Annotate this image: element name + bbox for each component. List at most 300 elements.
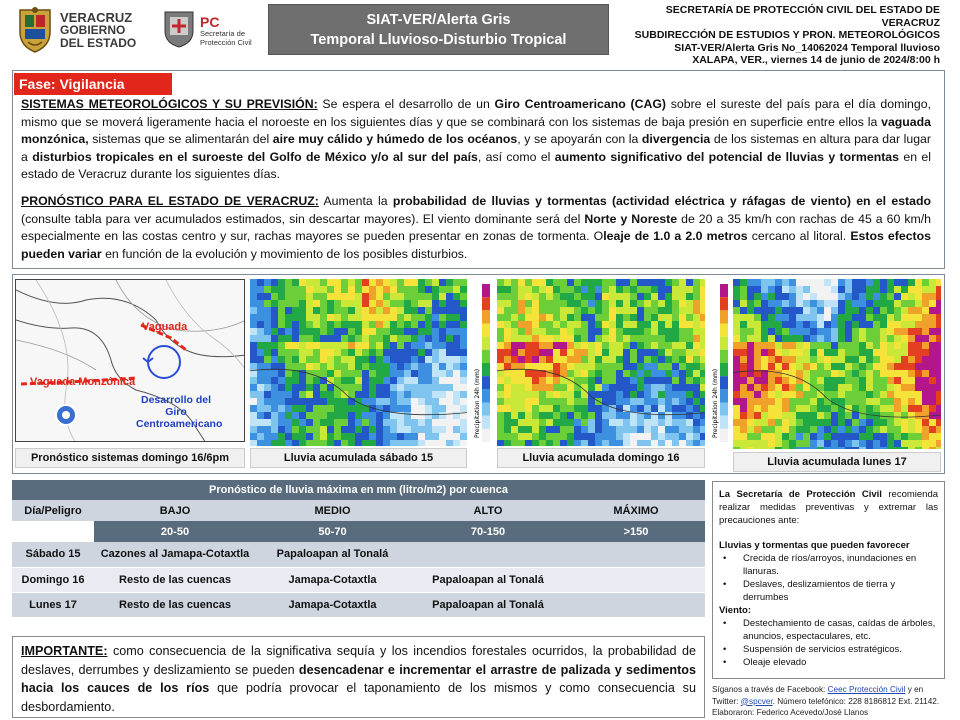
list-item: • Destechamiento de casas, caídas de árboles, anuncios, espectaculares, etc. <box>719 617 938 643</box>
rain-cell <box>504 412 511 419</box>
rain-cell <box>404 370 411 377</box>
veracruz-government-logo <box>16 4 156 56</box>
rain-cell <box>292 440 299 446</box>
rain-cell <box>497 286 504 293</box>
rain-cell <box>250 349 257 356</box>
rain-cell <box>609 279 616 286</box>
rain-cell <box>922 377 929 384</box>
rain-cell <box>553 391 560 398</box>
rain-cell <box>810 433 817 440</box>
rain-cell <box>609 440 616 446</box>
rain-cell <box>817 300 824 307</box>
rain-cell <box>616 314 623 321</box>
rain-cell <box>915 356 922 363</box>
rain-cell <box>866 293 873 300</box>
range-empty <box>12 521 94 542</box>
rain-cell <box>859 286 866 293</box>
rain-cell <box>733 349 740 356</box>
rain-cell <box>679 328 686 335</box>
forecast-text: de 20 a 35 km/h con rachas de 45 a 60 km/h especialmente en las costas centro y sur, rachas mayores se pueden presentar en zonas de tormenta. O <box>21 211 931 244</box>
rain-cell <box>637 349 644 356</box>
rain-cell <box>873 384 880 391</box>
rain-cell <box>679 307 686 314</box>
rain-cell <box>411 286 418 293</box>
rain-cell <box>271 398 278 405</box>
rain-cell <box>859 321 866 328</box>
rain-cell <box>665 349 672 356</box>
rain-cell <box>404 433 411 440</box>
rain-cell <box>693 440 700 446</box>
colorbar-segment <box>482 310 490 323</box>
rain-cell <box>658 440 665 446</box>
rain-cell <box>817 363 824 370</box>
rain-cell <box>733 419 740 426</box>
phase-badge: Fase: Vigilancia <box>14 73 172 95</box>
rain-cell <box>264 293 271 300</box>
rain-cell <box>782 321 789 328</box>
recommendations-box <box>712 481 945 679</box>
rain-cell <box>852 447 859 449</box>
rain-cell <box>278 377 285 384</box>
rain-cell <box>532 335 539 342</box>
rain-cell <box>390 314 397 321</box>
rain-cell <box>644 370 651 377</box>
systems-bold: Giro Centroamericano (CAG) <box>494 97 666 111</box>
rain-cell <box>838 279 845 286</box>
rain-cell <box>553 328 560 335</box>
label-vaguada-monzonica: Vaguada Monzónica <box>30 376 136 388</box>
rain-cell <box>644 300 651 307</box>
caption-sunday: Lluvia acumulada domingo 16 <box>497 448 705 468</box>
rain-cell <box>747 286 754 293</box>
rain-cell <box>754 384 761 391</box>
rain-cell <box>595 405 602 412</box>
rain-cell <box>782 293 789 300</box>
rain-cell <box>525 398 532 405</box>
rain-cell <box>348 335 355 342</box>
rain-cell <box>257 384 264 391</box>
rain-cell <box>880 433 887 440</box>
rain-cell <box>306 398 313 405</box>
rain-cell <box>334 342 341 349</box>
rain-cell <box>425 412 432 419</box>
rain-cell <box>376 321 383 328</box>
rain-cell <box>740 286 747 293</box>
rain-cell <box>581 314 588 321</box>
important-text: como consecuencia de la significativa sequía y los incendios forestales ocurridos, la probabilidad de deslaves, derrumbes y deslizamiento se pueden <box>21 644 696 677</box>
rain-cell <box>518 293 525 300</box>
rain-cell <box>880 342 887 349</box>
rain-cell <box>651 419 658 426</box>
rain-cell <box>700 370 705 377</box>
rain-cell <box>845 412 852 419</box>
rain-cell <box>341 314 348 321</box>
rain-cell <box>539 419 546 426</box>
rain-cell <box>894 342 901 349</box>
rain-cell <box>581 398 588 405</box>
rain-cell <box>803 349 810 356</box>
rain-cell <box>782 349 789 356</box>
rain-cell <box>782 384 789 391</box>
rain-cell <box>901 433 908 440</box>
rain-cell <box>285 286 292 293</box>
rain-cell <box>775 398 782 405</box>
rain-cell <box>285 328 292 335</box>
rain-cell <box>446 433 453 440</box>
rain-cell <box>595 412 602 419</box>
rain-cell <box>341 307 348 314</box>
systems-text: Se espera el desarrollo de un <box>317 97 495 111</box>
rain-cell <box>845 335 852 342</box>
rain-cell <box>446 384 453 391</box>
th-bajo: BAJO <box>94 500 256 521</box>
rain-cell <box>810 307 817 314</box>
rain-cell <box>630 328 637 335</box>
rain-cell <box>929 342 936 349</box>
rain-cell <box>623 342 630 349</box>
rain-cell <box>460 384 467 391</box>
rain-cell <box>616 398 623 405</box>
rain-cell <box>560 356 567 363</box>
rain-cell <box>306 405 313 412</box>
rain-cell <box>803 398 810 405</box>
rain-cell <box>894 377 901 384</box>
systems-heading: SISTEMAS METEOROLÓGICOS Y SU PREVISIÓN: <box>21 97 318 111</box>
rain-cell <box>672 349 679 356</box>
rain-cell <box>740 335 747 342</box>
rain-cell <box>306 328 313 335</box>
rain-cell <box>425 370 432 377</box>
rain-cell <box>278 286 285 293</box>
rain-cell <box>250 356 257 363</box>
rain-cell <box>511 300 518 307</box>
rain-cell <box>376 433 383 440</box>
rain-cell <box>425 307 432 314</box>
rain-cell <box>397 328 404 335</box>
rain-cell <box>665 314 672 321</box>
rain-cell <box>700 328 705 335</box>
rain-cell <box>518 419 525 426</box>
rain-cell <box>404 384 411 391</box>
rain-cell <box>686 300 693 307</box>
rain-cell <box>644 377 651 384</box>
rain-cell <box>733 412 740 419</box>
rain-cell <box>334 377 341 384</box>
rain-cell <box>609 419 616 426</box>
rain-cell <box>560 321 567 328</box>
rain-cell <box>693 370 700 377</box>
rain-cell <box>929 286 936 293</box>
rain-cell <box>525 349 532 356</box>
rain-cell <box>936 342 941 349</box>
rain-cell <box>700 391 705 398</box>
rain-cell <box>824 356 831 363</box>
rain-cell <box>901 307 908 314</box>
rain-cell <box>257 370 264 377</box>
rain-cell <box>369 363 376 370</box>
rain-cell <box>700 300 705 307</box>
rain-cell <box>581 419 588 426</box>
rain-cell <box>733 279 740 286</box>
rain-cell <box>630 307 637 314</box>
rain-cell <box>369 349 376 356</box>
rain-cell <box>908 293 915 300</box>
rain-cell <box>880 328 887 335</box>
rain-cell <box>733 300 740 307</box>
rain-cell <box>644 426 651 433</box>
rain-cell <box>532 356 539 363</box>
colorbar-segment <box>482 284 490 297</box>
rain-cell <box>446 314 453 321</box>
rain-cell <box>376 300 383 307</box>
colorbar-segment <box>720 297 728 310</box>
rain-cell <box>320 384 327 391</box>
rain-cell <box>320 419 327 426</box>
rain-cell <box>418 293 425 300</box>
rain-cell <box>504 377 511 384</box>
rain-cell <box>588 349 595 356</box>
rain-cell <box>665 426 672 433</box>
rain-cell <box>637 391 644 398</box>
rain-cell <box>525 300 532 307</box>
rain-cell <box>894 405 901 412</box>
rain-cell <box>733 377 740 384</box>
rain-cell <box>460 356 467 363</box>
rain-cell <box>539 293 546 300</box>
rain-cell <box>637 426 644 433</box>
rain-cell <box>747 405 754 412</box>
rain-cell <box>432 314 439 321</box>
caption-systems: Pronóstico sistemas domingo 16/6pm <box>15 448 245 468</box>
rain-cell <box>292 335 299 342</box>
rain-cell <box>327 356 334 363</box>
rain-cell <box>567 314 574 321</box>
rain-cell <box>432 412 439 419</box>
rain-cell <box>602 293 609 300</box>
rain-cell <box>880 335 887 342</box>
rain-cell <box>595 426 602 433</box>
rain-cell <box>866 363 873 370</box>
rain-cell <box>887 419 894 426</box>
rain-cell <box>768 335 775 342</box>
rain-cell <box>257 419 264 426</box>
colorbar-segment <box>482 350 490 363</box>
rain-cell <box>362 440 369 446</box>
rain-cell <box>609 412 616 419</box>
rain-cell <box>446 356 453 363</box>
rain-cell <box>700 426 705 433</box>
rain-cell <box>418 398 425 405</box>
rain-cell <box>581 356 588 363</box>
rain-cell <box>693 286 700 293</box>
rain-cell <box>754 328 761 335</box>
rain-cell <box>651 363 658 370</box>
rain-cell <box>824 314 831 321</box>
rain-cell <box>887 370 894 377</box>
rain-cell <box>567 293 574 300</box>
rain-cell <box>320 349 327 356</box>
rain-cell <box>285 377 292 384</box>
rain-cell <box>817 447 824 449</box>
rain-cell <box>257 377 264 384</box>
rain-cell <box>504 293 511 300</box>
rain-cell <box>747 321 754 328</box>
rain-cell <box>616 377 623 384</box>
rain-cell <box>411 342 418 349</box>
rain-cell <box>588 370 595 377</box>
rain-cell <box>369 419 376 426</box>
rain-cell <box>250 391 257 398</box>
rain-cell <box>768 342 775 349</box>
rain-cell <box>327 426 334 433</box>
rain-cell <box>700 314 705 321</box>
rain-cell <box>553 279 560 286</box>
rain-cell <box>651 391 658 398</box>
rain-cell <box>644 433 651 440</box>
rain-cell <box>327 321 334 328</box>
rain-cell <box>334 314 341 321</box>
rain-cell <box>609 342 616 349</box>
rain-cell <box>567 286 574 293</box>
rain-cell <box>789 398 796 405</box>
rain-cell <box>761 349 768 356</box>
rain-cell <box>922 405 929 412</box>
rain-cell <box>775 356 782 363</box>
rain-cell <box>623 328 630 335</box>
rain-cell <box>686 391 693 398</box>
rain-cell <box>460 398 467 405</box>
rain-cell <box>915 433 922 440</box>
rain-cell <box>411 440 418 446</box>
rain-cell <box>532 328 539 335</box>
rain-cell <box>369 293 376 300</box>
rain-cell <box>782 335 789 342</box>
rain-cell <box>341 349 348 356</box>
rain-cell <box>383 412 390 419</box>
rain-cell <box>859 433 866 440</box>
rain-cell <box>831 342 838 349</box>
rain-cell <box>271 314 278 321</box>
rain-cell <box>929 398 936 405</box>
rain-cell <box>404 335 411 342</box>
contact-text: Síganos a través de Facebook: <box>712 685 828 694</box>
rain-cell <box>560 307 567 314</box>
twitter-link[interactable]: @spcver <box>740 696 773 706</box>
rain-cell <box>567 321 574 328</box>
important-box <box>12 636 705 718</box>
rain-cell <box>264 412 271 419</box>
rain-cell <box>581 307 588 314</box>
rain-cell <box>397 391 404 398</box>
rain-cell <box>355 426 362 433</box>
rain-cell <box>588 419 595 426</box>
rain-cell <box>922 314 929 321</box>
rain-cell <box>936 293 941 300</box>
rain-cell <box>539 321 546 328</box>
rain-cell <box>432 286 439 293</box>
rain-cell <box>546 335 553 342</box>
systems-text: sobre el sureste del país para el día domingo, mismo que se moverá ligeramente hacia el noroeste en los siguientes días y que se combinará con los sistemas de baja presión en superficie entre ellos la <box>21 97 931 129</box>
rain-cell <box>644 398 651 405</box>
rain-cell <box>497 391 504 398</box>
rain-cell <box>595 321 602 328</box>
rain-cell <box>334 279 341 286</box>
rain-cell <box>567 370 574 377</box>
rain-cell <box>894 412 901 419</box>
rain-cell <box>637 314 644 321</box>
rain-cell <box>747 391 754 398</box>
rain-cell <box>327 342 334 349</box>
rain-cell <box>859 391 866 398</box>
rain-cell <box>588 335 595 342</box>
rain-cell <box>355 363 362 370</box>
rain-cell <box>327 293 334 300</box>
rain-cell <box>630 433 637 440</box>
rain-cell <box>922 279 929 286</box>
rain-cell <box>511 398 518 405</box>
rain-cell <box>651 300 658 307</box>
rain-cell <box>532 300 539 307</box>
rain-cell <box>532 349 539 356</box>
rain-cell <box>546 426 553 433</box>
rain-cell <box>446 335 453 342</box>
rain-cell <box>831 433 838 440</box>
rain-cell <box>754 440 761 447</box>
rain-cell <box>609 321 616 328</box>
rain-cell <box>546 405 553 412</box>
rain-cell <box>334 419 341 426</box>
rain-cell <box>525 377 532 384</box>
rain-cell <box>637 370 644 377</box>
rain-cell <box>845 293 852 300</box>
rain-cell <box>532 426 539 433</box>
rain-cell <box>257 405 264 412</box>
rain-cell <box>733 405 740 412</box>
rain-cell <box>539 356 546 363</box>
rain-cell <box>915 447 922 449</box>
rain-cell <box>432 363 439 370</box>
rain-cell <box>838 440 845 447</box>
rain-cell <box>922 321 929 328</box>
rain-cell <box>782 433 789 440</box>
rain-cell <box>644 440 651 446</box>
rain-cell <box>880 391 887 398</box>
rain-cell <box>383 419 390 426</box>
rain-cell <box>539 279 546 286</box>
rain-cell <box>894 335 901 342</box>
rain-cell <box>908 314 915 321</box>
rain-cell <box>525 433 532 440</box>
rain-cell <box>574 419 581 426</box>
rain-cell <box>754 321 761 328</box>
rain-cell <box>644 328 651 335</box>
rain-cell <box>404 314 411 321</box>
facebook-link[interactable]: Ceec Protección Civil <box>827 685 906 694</box>
rain-cell <box>901 426 908 433</box>
rain-cell <box>553 405 560 412</box>
rain-cell <box>518 384 525 391</box>
rain-cell <box>817 328 824 335</box>
systems-bold: aumento significativo del potencial de lluvias y tormentas <box>554 149 899 164</box>
rain-cell <box>803 391 810 398</box>
rain-cell <box>595 293 602 300</box>
rain-cell <box>880 370 887 377</box>
rain-cell <box>908 363 915 370</box>
rain-cell <box>250 419 257 426</box>
rain-cell <box>658 419 665 426</box>
systems-text: , así como el <box>477 149 555 164</box>
rain-cell <box>264 398 271 405</box>
